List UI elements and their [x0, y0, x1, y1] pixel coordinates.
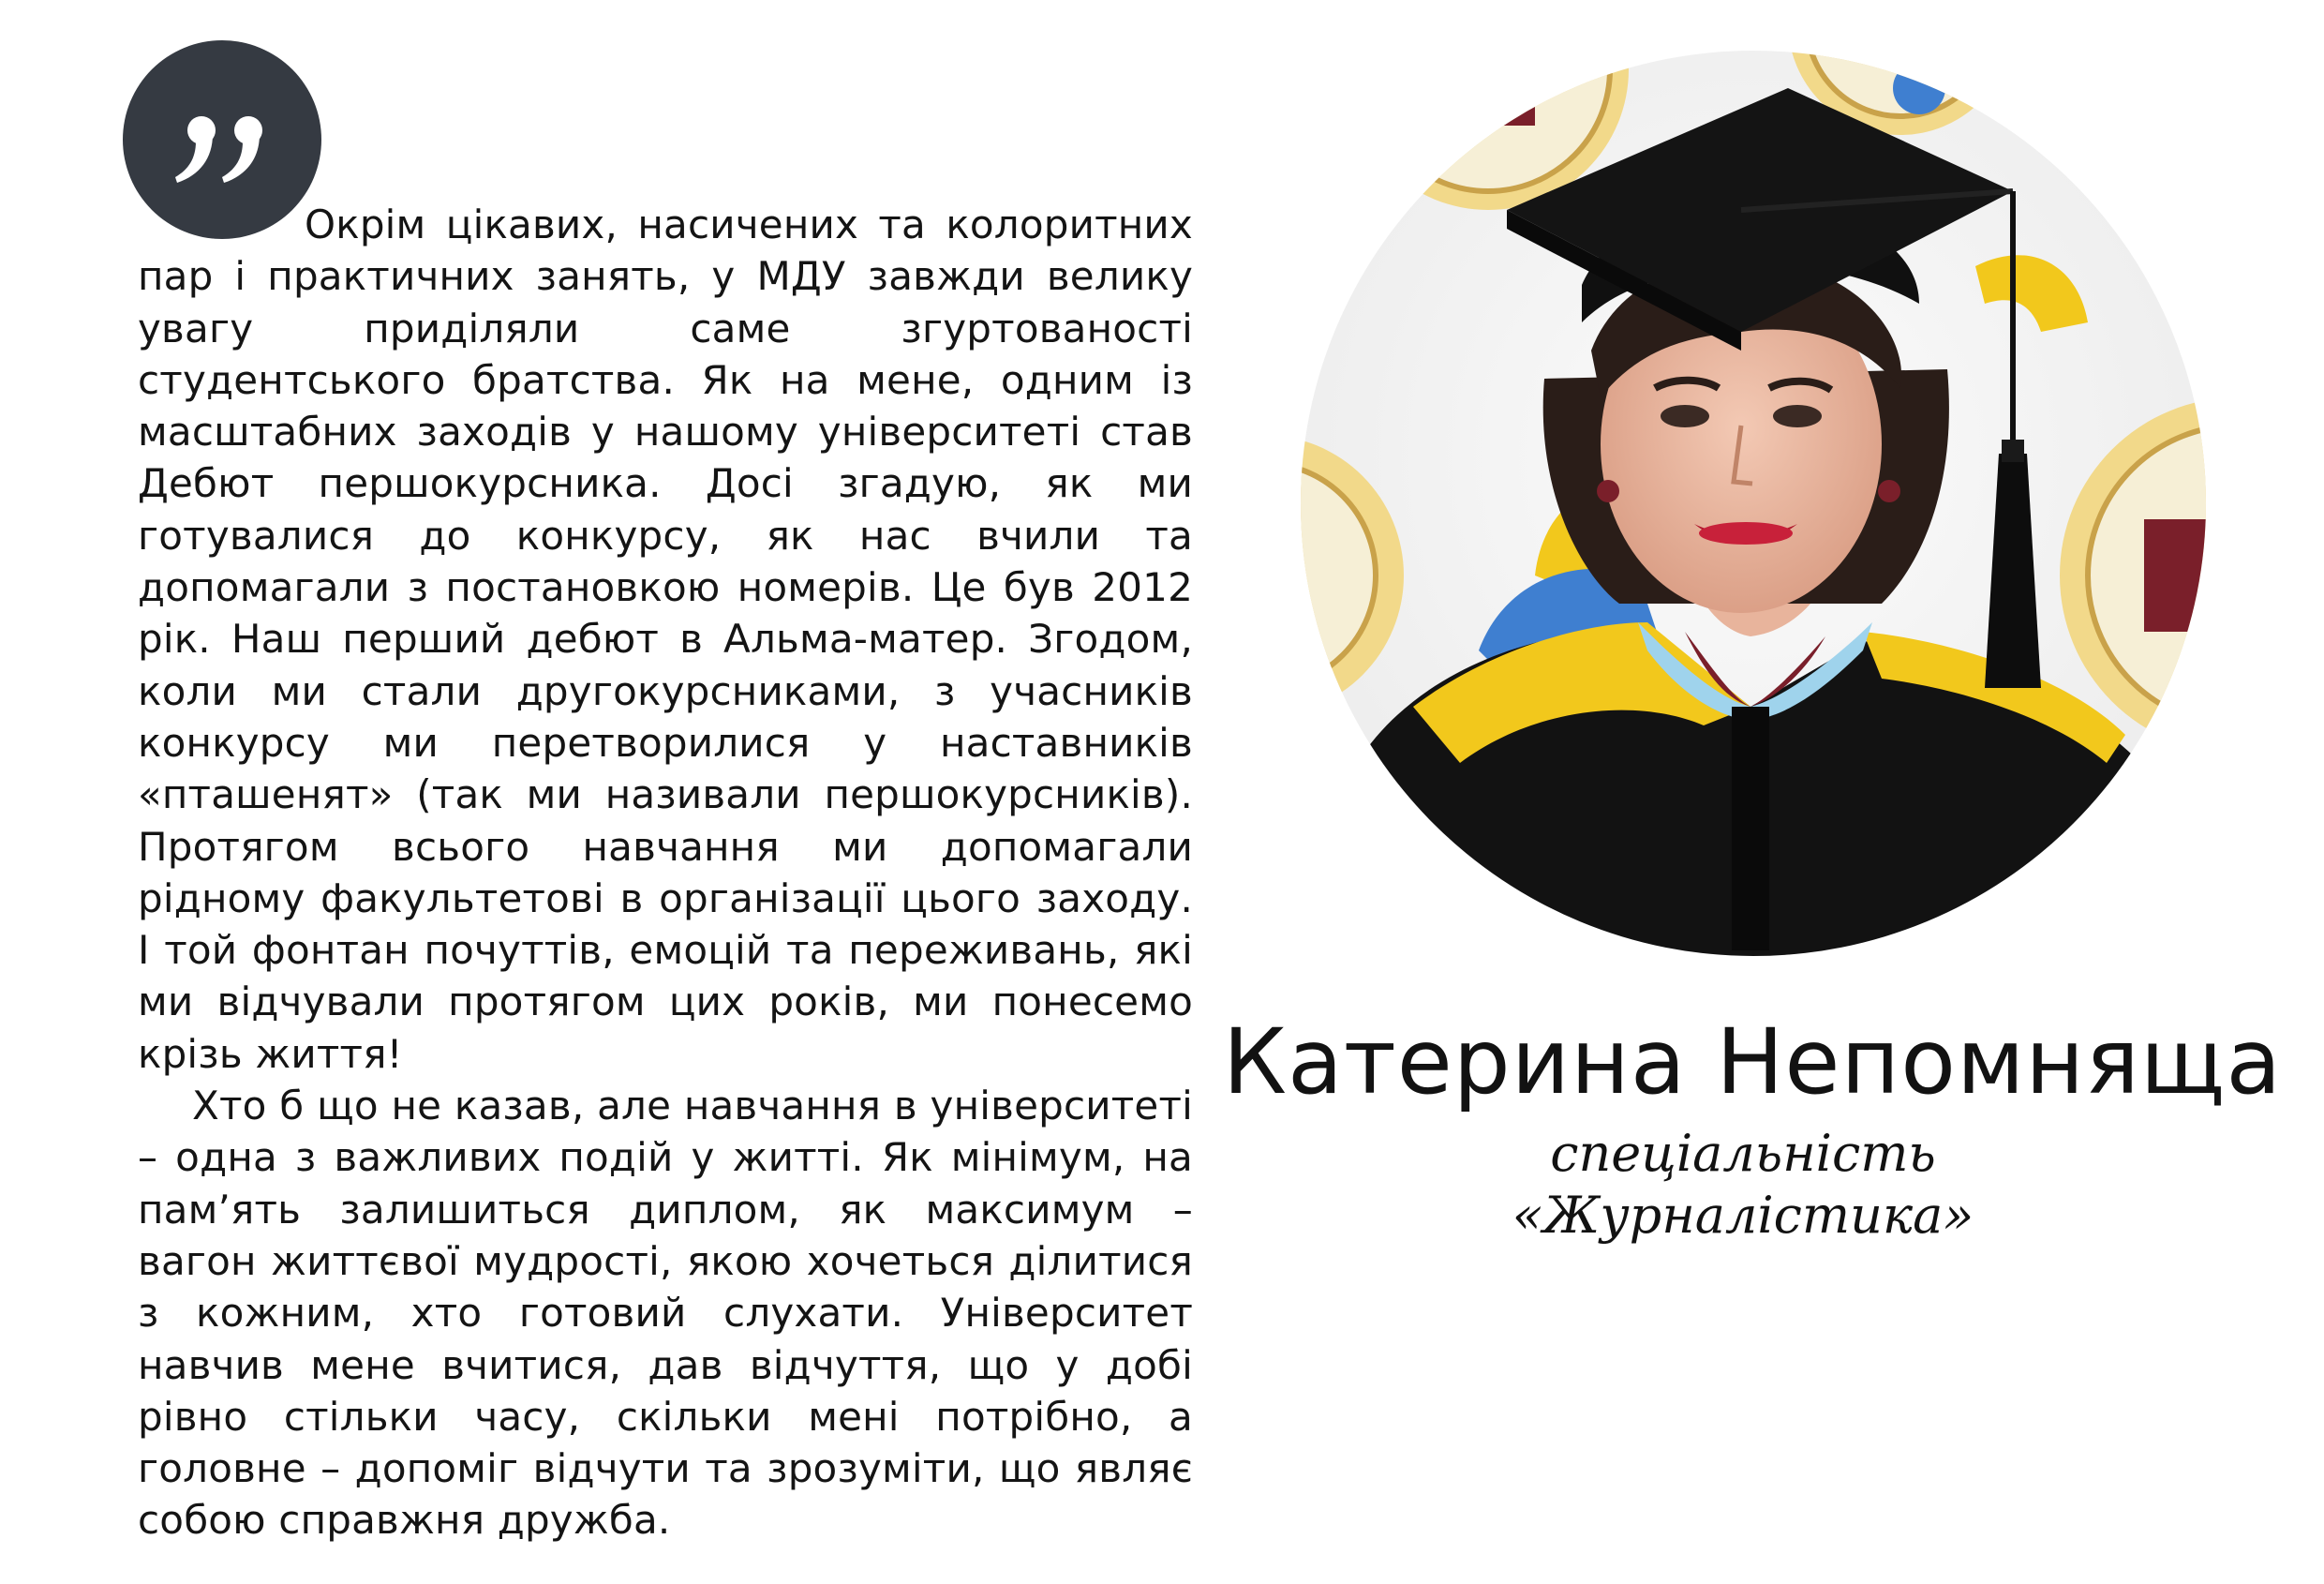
- person-name: Катерина Непомняща: [1222, 1009, 2283, 1114]
- portrait-photo: [1301, 51, 2206, 956]
- testimonial-paragraph-1: Окрім цікавих, насичених та колоритних пар і практичних занять, у МДУ завжди велику увагу приділяли саме згуртованості студентського братства. Як на мене, одним із масштабних заходів у нашому університеті став Дебют першокурсника. Досі згадую, як ми готувалися до конкурсу, як нас вчили та допомагали з постановкою номерів. Це був 2012 рік. Наш перший дебют в Альма-матер. Згодом, коли ми стали другокурсниками, з учасників конкурсу ми перетворилися у наставників «пташенят» (так ми називали першокурсників). Протягом всього навчання ми допомагали рідному факультетові в організації цього заходу. І той фонтан почуттів, емоцій та переживань, які ми відчували протягом цих років, ми понесемо крізь життя!: [138, 202, 1193, 1077]
- specialty-label: спеціальність: [1550, 1124, 1936, 1183]
- specialty-value: «Журналістика»: [1512, 1186, 1974, 1245]
- testimonial-text: [138, 199, 1193, 1547]
- testimonial-paragraph-2: Хто б що не казав, але навчання в університеті – одна з важливих подій у житті. Як мінімум, на пам’ять залишиться диплом, як максимум – вагон життєвої мудрості, якою хочеться ділитися з кожним, хто готовий слухати. Університет навчив мене вчитися, дав відчуття, що у добі рівно стільки часу, скільки мені потрібно, а головне – допоміг відчути та зрозуміти, що являє собою справжня дружба.: [138, 1083, 1193, 1544]
- specialty-caption: [1443, 1123, 2043, 1247]
